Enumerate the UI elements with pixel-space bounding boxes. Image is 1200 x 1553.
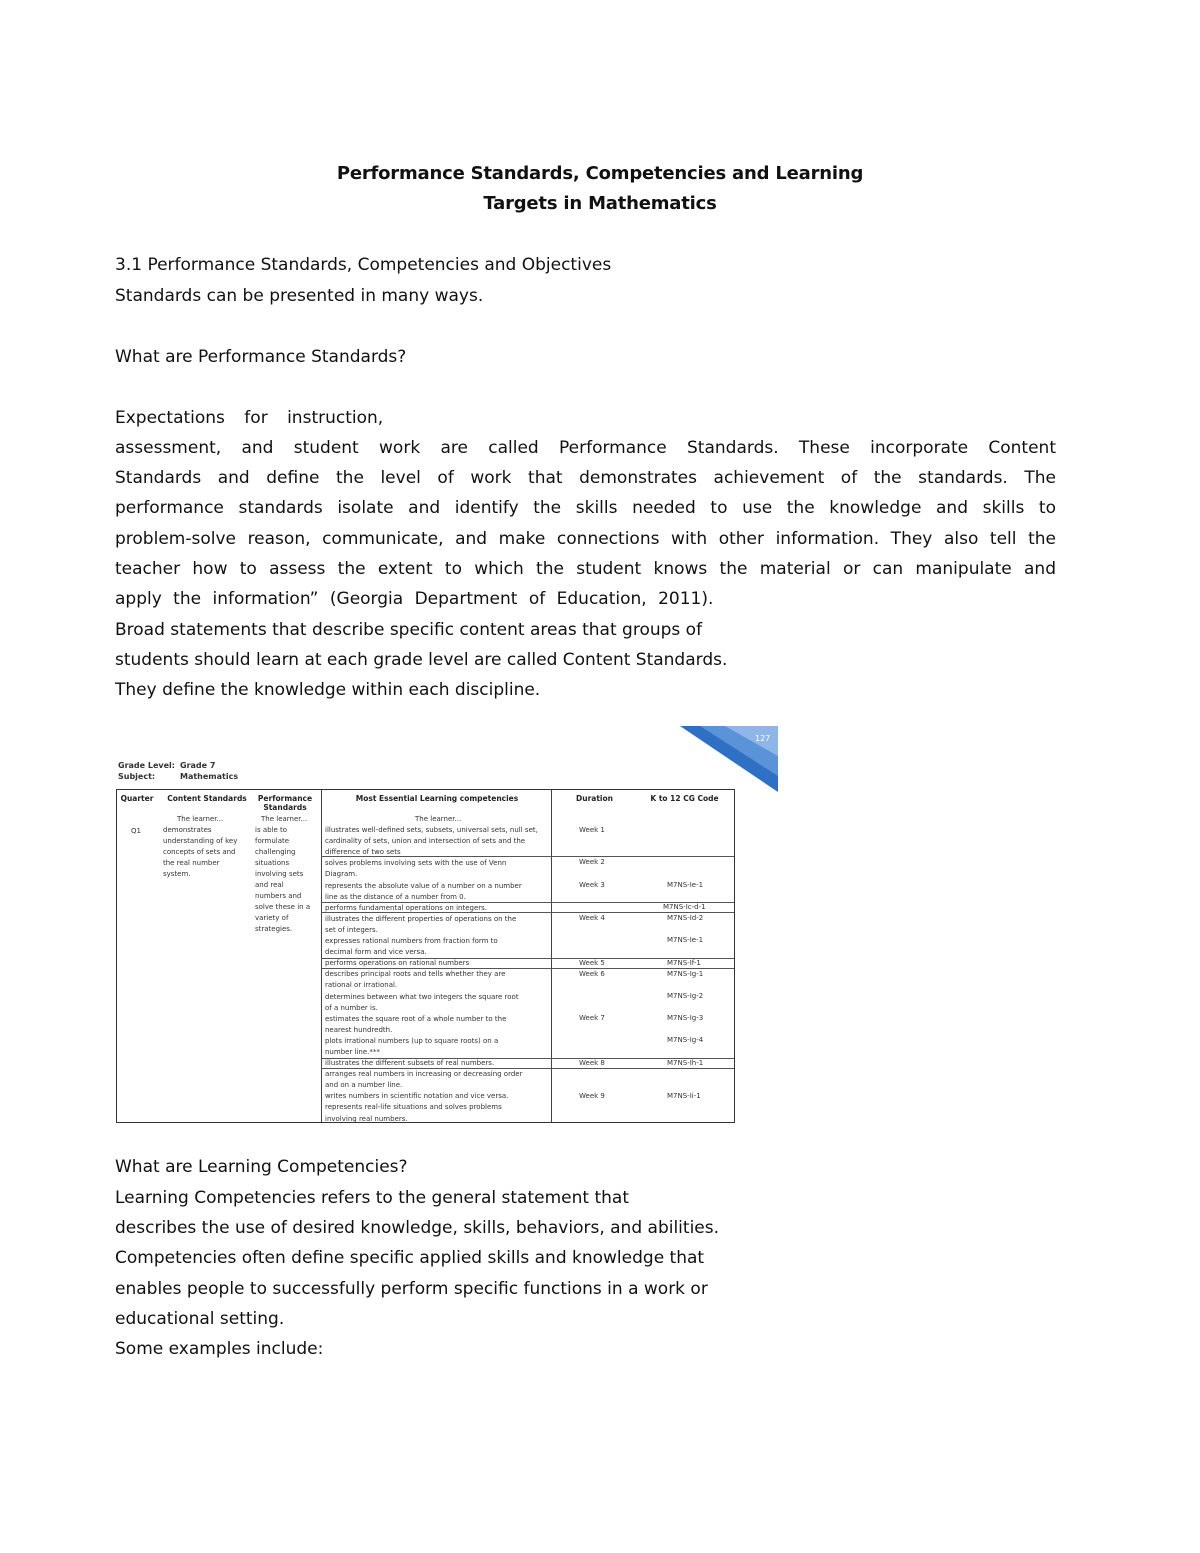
paragraph-line: Expectations for instruction, (115, 408, 384, 428)
cg-code-cell: M7NS-Ie-1 (667, 936, 704, 944)
grade-level-value: Grade 7 (180, 761, 216, 770)
paragraph-line: assessment, and student work are called Performance Standards. These incorporate Content (115, 438, 1056, 458)
cg-code-cell: M7NS-Ih-1 (667, 1059, 704, 1067)
paragraph-line: They define the knowledge within each discipline. (115, 680, 541, 700)
paragraph-line: problem-solve reason, communicate, and make connections with other information. They also tell the (115, 529, 1056, 549)
question-learning-competencies: What are Learning Competencies? (115, 1157, 408, 1177)
duration-cell: Week 1 (579, 826, 605, 834)
section-heading: 3.1 Performance Standards, Competencies and Objectives (115, 255, 612, 275)
header-cg-code: K to 12 CG Code (650, 794, 719, 803)
cg-code-cell: M7NS-Ii-1 (667, 1092, 701, 1100)
paragraph-line: Broad statements that describe specific content areas that groups of (115, 620, 703, 640)
cg-code-cell: M7NS-Ig-4 (667, 1036, 704, 1044)
cg-code-cell: M7NS-Ic-d-1 (663, 903, 706, 911)
header-content-standards: Content Standards (167, 794, 247, 803)
duration-cell: Week 9 (579, 1092, 605, 1100)
duration-cell: Week 2 (579, 858, 605, 866)
paragraph-line: enables people to successfully perform specific functions in a work or (115, 1279, 708, 1299)
question-performance-standards: What are Performance Standards? (115, 347, 407, 367)
page-number: 127 (755, 734, 771, 743)
paragraph-line: students should learn at each grade level are called Content Standards. (115, 650, 728, 670)
cg-code-cell: M7NS-Ie-1 (667, 881, 704, 889)
paragraph-line: Standards and define the level of work that demonstrates achievement of the standards. The (115, 468, 1056, 488)
paragraph-line: performance standards isolate and identify the skills needed to use the knowledge and skills to (115, 498, 1056, 518)
cg-code-cell: M7NS-Ig-1 (667, 970, 704, 978)
header-melc: Most Essential Learning competencies (355, 794, 519, 803)
header-duration: Duration (576, 794, 613, 803)
paragraph-line: Competencies often define specific applied skills and knowledge that (115, 1248, 705, 1268)
competency-table (116, 789, 735, 1123)
performance-standards-cell: The learner... is able to formulate challenging situations involving sets and real numbers and solve these in a variety of strategies. (255, 815, 311, 933)
cg-code-cell: M7NS-Ig-3 (667, 1014, 704, 1022)
paragraph-line: Learning Competencies refers to the general statement that (115, 1188, 629, 1208)
header-quarter: Quarter (120, 794, 154, 803)
paragraph-line: teacher how to assess the extent to which the student knows the material or can manipulate and (115, 559, 1056, 579)
paragraph-line: apply the information” (Georgia Department of Education, 2011). (115, 589, 714, 609)
content-standards-cell: The learner... demonstrates understanding of key concepts of sets and the real number system. (163, 815, 238, 878)
duration-cell: Week 3 (579, 881, 605, 889)
paragraph-line: educational setting. (115, 1309, 285, 1329)
quarter-cell: Q1 (131, 827, 141, 835)
duration-cell: Week 4 (579, 914, 605, 922)
intro-text: Standards can be presented in many ways. (115, 286, 484, 306)
duration-cell: Week 8 (579, 1059, 605, 1067)
duration-cell: Week 7 (579, 1014, 605, 1022)
paragraph-line: Some examples include: (115, 1339, 324, 1359)
duration-cell: Week 6 (579, 970, 605, 978)
cg-code-cell: M7NS-Id-2 (667, 914, 704, 922)
paragraph-line: describes the use of desired knowledge, skills, behaviors, and abilities. (115, 1218, 720, 1238)
header-performance-standards: Performance Standards (257, 794, 313, 812)
subject-label: Subject: (118, 772, 156, 781)
subject-value: Mathematics (180, 772, 239, 781)
document-title-line1: Performance Standards, Competencies and Learning (336, 163, 864, 184)
cg-code-cell: M7NS-Ig-2 (667, 992, 704, 1000)
duration-cell: Week 5 (579, 959, 605, 967)
cg-code-cell: M7NS-If-1 (667, 959, 701, 967)
grade-level-label: Grade Level: (118, 761, 175, 770)
melc-cell: The learner... illustrates well-defined sets, subsets, universal sets, null set, cardinality of sets, union and intersection of sets and the difference of two sets solves problems involving sets with the use of Venn Diagram. represents the absolute value of a number on a number line as the distance of a number from 0. performs fundamental operations on integers. illustrates the different properties of operations on the set of integers. expresses rational numbers from fraction form to decimal form and vice versa. performs operations on rational numbers describes principal roots and tells whether they are rational or irrational. determines between what two integers the square root of a number is. estimates the square root of a whole number to the nearest hundredth. plots irrational numbers (up to square roots) on a number line.*** illustrates the different subsets of real numbers. arranges real numbers in increasing or decreasing order and on a number line. writes numbers in scientific notation and vice versa. represents real-life situations and solves problems involving real numbers. (325, 815, 538, 1123)
document-title-line2: Targets in Mathematics (483, 193, 717, 214)
